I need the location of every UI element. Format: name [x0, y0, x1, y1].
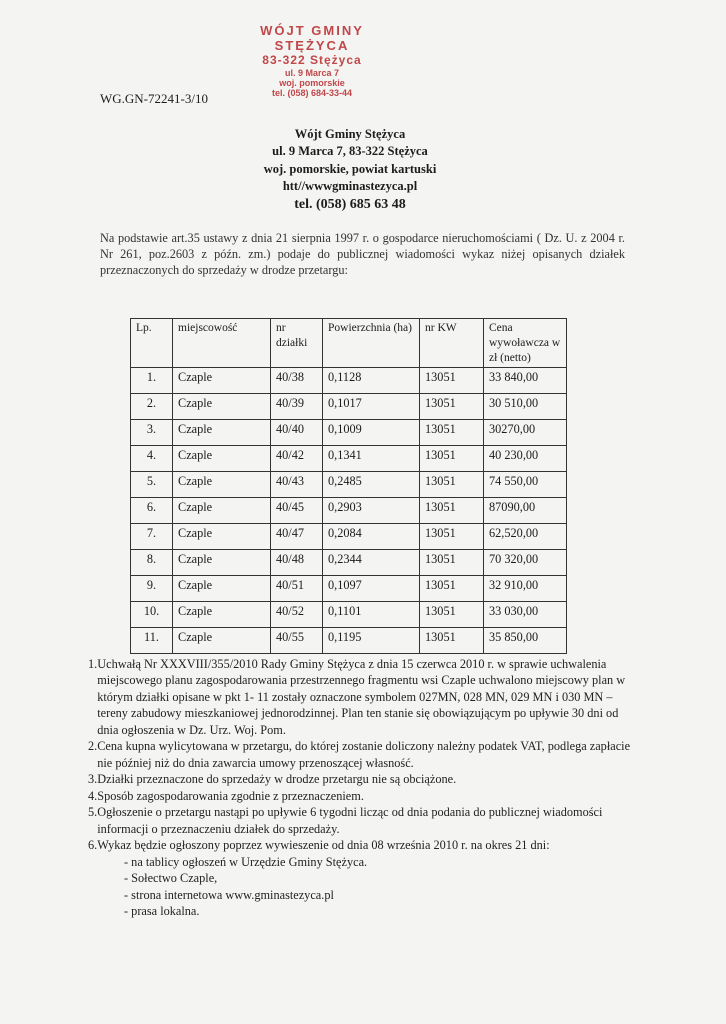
cell-price: 33 840,00	[484, 367, 567, 393]
publication-places-list	[124, 854, 640, 920]
cell-parcel-no: 40/40	[271, 419, 323, 445]
cell-kw: 13051	[420, 627, 484, 653]
note-text: Cena kupna wylicytowana w przetargu, do której zostanie doliczony należny podatek VAT, podlega zapłacie nie później niż do dnia zawarcia umowy przenoszącej własność.	[97, 739, 631, 770]
issuer-header	[230, 126, 470, 214]
note-text: Działki przeznaczone do sprzedaży w drodze przetargu nie są obciążone.	[97, 772, 457, 787]
cell-price: 33 030,00	[484, 601, 567, 627]
stamp-line-street: ul. 9 Marca 7	[284, 67, 340, 78]
table-header-row	[131, 319, 567, 368]
stamp-line-postcode: 83-322 Stężyca	[262, 52, 362, 67]
cell-parcel-no: 40/55	[271, 627, 323, 653]
note-text: Uchwałą Nr XXXVIII/355/2010 Rady Gminy Stężyca z dnia 15 czerwca 2010 r. w sprawie uchwalenia miejscowego planu zagospodarowania przestrzennego fragmentu wsi Czaple uchwalono miejscowy plan w którym działki opisane w pkt 1- 11 zostały oznaczone symbolem 027MN, 028 MN, 029 MN i 030 MN – tereny zabudowy mieszkaniowej jednorodzinnej. Plan ten stanie się obowiązującym po upływie 30 dni od dnia ogłoszenia w Dz. Urz. Woj. Pom.	[97, 657, 626, 737]
cell-parcel-no: 40/45	[271, 497, 323, 523]
note-text: Sposób zagospodarowania zgodnie z przeznaczeniem.	[97, 788, 364, 803]
col-header-lp: Lp.	[131, 319, 173, 368]
note-number: 6.	[88, 838, 98, 853]
cell-area: 0,1341	[323, 445, 420, 471]
cell-area: 0,2903	[323, 497, 420, 523]
cell-locality: Czaple	[173, 627, 271, 653]
cell-price: 35 850,00	[484, 627, 567, 653]
parcels-table-body	[131, 367, 567, 653]
cell-kw: 13051	[420, 549, 484, 575]
col-header-kw: nr KW	[420, 319, 484, 368]
issuer-name: Wójt Gminy Stężyca	[294, 127, 406, 141]
note-number: 4.	[88, 788, 98, 803]
cell-area: 0,1101	[323, 601, 420, 627]
cell-price: 62,520,00	[484, 523, 567, 549]
issuer-address: ul. 9 Marca 7, 83-322 Stężyca	[272, 144, 428, 159]
issuer-website: htt//wwwgminastezyca.pl	[282, 178, 418, 193]
table-row	[131, 419, 567, 445]
cell-price: 70 320,00	[484, 549, 567, 575]
stamp-line-voivodeship: woj. pomorskie	[279, 78, 345, 89]
cell-price: 30 510,00	[484, 393, 567, 419]
cell-area: 0,1195	[323, 627, 420, 653]
cell-parcel-no: 40/47	[271, 523, 323, 549]
cell-locality: Czaple	[173, 445, 271, 471]
cell-lp: 2.	[131, 393, 173, 419]
cell-kw: 13051	[420, 445, 484, 471]
cell-lp: 3.	[131, 419, 173, 445]
col-header-price: Cena wywoławcza w zł (netto)	[484, 319, 567, 368]
cell-area: 0,1128	[323, 367, 420, 393]
cell-lp: 9.	[131, 575, 173, 601]
note-6	[88, 837, 640, 853]
cell-locality: Czaple	[173, 367, 271, 393]
cell-locality: Czaple	[173, 393, 271, 419]
cell-price: 32 910,00	[484, 575, 567, 601]
cell-kw: 13051	[420, 471, 484, 497]
cell-lp: 4.	[131, 445, 173, 471]
list-item: - strona internetowa www.gminastezyca.pl	[124, 887, 334, 902]
note-2	[88, 738, 640, 771]
table-row	[131, 523, 567, 549]
cell-locality: Czaple	[173, 471, 271, 497]
cell-lp: 5.	[131, 471, 173, 497]
table-row	[131, 497, 567, 523]
cell-area: 0,1097	[323, 575, 420, 601]
cell-kw: 13051	[420, 601, 484, 627]
note-3	[88, 771, 640, 787]
cell-lp: 10.	[131, 601, 173, 627]
cell-area: 0,1017	[323, 393, 420, 419]
note-text: Ogłoszenie o przetargu nastąpi po upływie 6 tygodni licząc od dnia podania do publicznej wiadomości informacji o przeznaczeniu działek do sprzedaży.	[97, 805, 603, 836]
cell-lp: 11.	[131, 627, 173, 653]
cell-area: 0,2084	[323, 523, 420, 549]
note-number: 5.	[88, 805, 98, 820]
note-1	[88, 656, 640, 738]
official-stamp	[232, 24, 392, 99]
cell-lp: 1.	[131, 367, 173, 393]
stamp-line-phone: tel. (058) 684-33-44	[271, 88, 353, 99]
intro-paragraph: Na podstawie art.35 ustawy z dnia 21 sierpnia 1997 r. o gospodarce nieruchomościami ( Dz. U. z 2004 r. Nr 261, poz.2603 z późn. zm.) podaje do publicznej wiadomości wykaz niżej opisanych działek przeznaczonych do sprzedaży w drodze przetargu:	[100, 231, 625, 278]
table-row	[131, 367, 567, 393]
cell-parcel-no: 40/43	[271, 471, 323, 497]
table-row	[131, 393, 567, 419]
note-text: Wykaz będzie ogłoszony poprzez wywieszenie od dnia 08 września 2010 r. na okres 21 dni:	[97, 838, 550, 853]
cell-kw: 13051	[420, 497, 484, 523]
cell-locality: Czaple	[173, 523, 271, 549]
cell-area: 0,2485	[323, 471, 420, 497]
note-number: 2.	[88, 739, 98, 754]
cell-area: 0,1009	[323, 419, 420, 445]
notes-section	[88, 656, 640, 920]
issuer-phone: tel. (058) 685 63 48	[294, 197, 406, 212]
cell-parcel-no: 40/51	[271, 575, 323, 601]
parcels-table	[130, 318, 567, 654]
cell-kw: 13051	[420, 419, 484, 445]
col-header-locality: miejscowość	[173, 319, 271, 368]
cell-locality: Czaple	[173, 419, 271, 445]
cell-lp: 7.	[131, 523, 173, 549]
cell-kw: 13051	[420, 523, 484, 549]
cell-kw: 13051	[420, 393, 484, 419]
cell-locality: Czaple	[173, 497, 271, 523]
table-row	[131, 575, 567, 601]
list-item: - na tablicy ogłoszeń w Urzędzie Gminy Stężyca.	[124, 854, 368, 869]
cell-parcel-no: 40/38	[271, 367, 323, 393]
stamp-line-office: WÓJT GMINY STĘŻYCA	[260, 23, 364, 53]
cell-price: 30270,00	[484, 419, 567, 445]
cell-price: 40 230,00	[484, 445, 567, 471]
cell-price: 87090,00	[484, 497, 567, 523]
cell-locality: Czaple	[173, 601, 271, 627]
cell-locality: Czaple	[173, 575, 271, 601]
table-row	[131, 601, 567, 627]
list-item: - prasa lokalna.	[124, 904, 200, 919]
table-row	[131, 471, 567, 497]
cell-lp: 8.	[131, 549, 173, 575]
reference-number: WG.GN-72241-3/10	[100, 91, 208, 106]
col-header-area: Powierzchnia (ha)	[323, 319, 420, 368]
table-row	[131, 627, 567, 653]
cell-kw: 13051	[420, 367, 484, 393]
cell-locality: Czaple	[173, 549, 271, 575]
cell-parcel-no: 40/39	[271, 393, 323, 419]
cell-parcel-no: 40/42	[271, 445, 323, 471]
table-row	[131, 549, 567, 575]
cell-parcel-no: 40/52	[271, 601, 323, 627]
table-row	[131, 445, 567, 471]
cell-parcel-no: 40/48	[271, 549, 323, 575]
cell-kw: 13051	[420, 575, 484, 601]
note-number: 1.	[88, 657, 98, 671]
cell-price: 74 550,00	[484, 471, 567, 497]
list-item: - Sołectwo Czaple,	[124, 871, 218, 886]
cell-lp: 6.	[131, 497, 173, 523]
col-header-parcel-no: nr działki	[271, 319, 323, 368]
note-4	[88, 788, 640, 804]
note-5	[88, 804, 640, 837]
note-number: 3.	[88, 772, 98, 787]
issuer-region: woj. pomorskie, powiat kartuski	[263, 161, 437, 176]
cell-area: 0,2344	[323, 549, 420, 575]
